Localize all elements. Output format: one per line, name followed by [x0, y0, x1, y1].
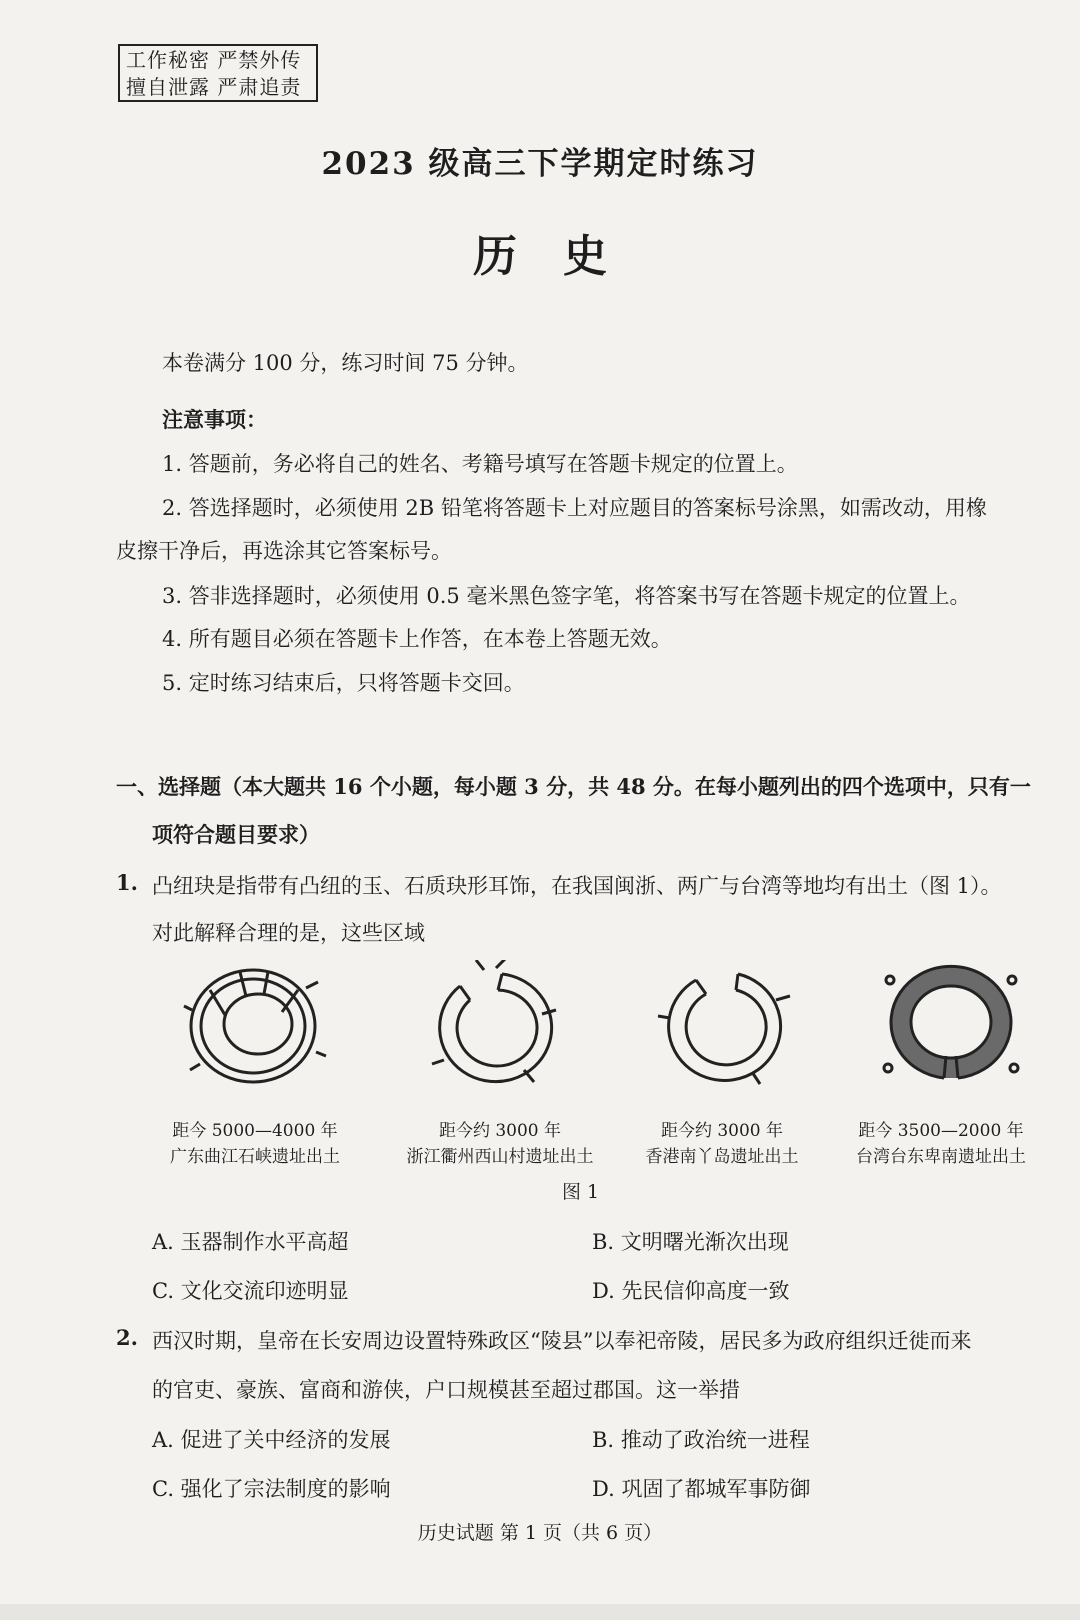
exam-subject: 历史	[473, 231, 653, 282]
figure-1-date: 距今 5000—4000 年	[172, 1121, 338, 1141]
note-item-5: 5. 定时练习结束后，只将答题卡交回。	[162, 671, 525, 695]
question-1-option-c: C. 文化交流印迹明显	[152, 1279, 349, 1303]
question-1-stem-line-1: 凸纽玦是指带有凸纽的玉、石质玦形耳饰，在我国闽浙、两广与台湾等地均有出土（图 1）。	[152, 874, 1002, 898]
note-item-3: 3. 答非选择题时，必须使用 0.5 毫米黑色签字笔，将答案书写在答题卡规定的位置上。	[162, 584, 971, 608]
stamp-line-2: 擅自泄露 严肃追责	[126, 75, 302, 99]
intro-text: 本卷满分 100 分，练习时间 75 分钟。	[162, 351, 529, 375]
question-1-stem-line-2: 对此解释合理的是，这些区域	[152, 921, 425, 945]
question-2-number: 2.	[116, 1325, 138, 1350]
section-1-heading-line-2: 项符合题目要求）	[152, 822, 320, 847]
page-footer: 历史试题 第 1 页（共 6 页）	[417, 1522, 663, 1544]
figure-caption-4	[816, 1118, 1066, 1170]
figure-2-site: 浙江衢州西山村遗址出土	[406, 1147, 594, 1167]
notes-heading: 注意事项：	[162, 407, 267, 432]
figure-4-site: 台湾台东卑南遗址出土	[856, 1147, 1026, 1167]
question-1-option-d: D. 先民信仰高度一致	[592, 1279, 790, 1303]
section-1-heading-line-1: 一、选择题（本大题共 16 个小题，每小题 3 分，共 48 分。在每小题列出的四个选项中，只有一	[116, 774, 1031, 799]
figure-caption-3	[597, 1118, 847, 1170]
figure-4-date: 距今 3500—2000 年	[858, 1121, 1024, 1141]
question-2-option-a: A. 促进了关中经济的发展	[152, 1428, 391, 1452]
jue-earring-3-drawing	[656, 960, 796, 1090]
question-1-option-b: B. 文明曙光渐次出现	[592, 1230, 789, 1254]
question-2-option-b: B. 推动了政治统一进程	[592, 1428, 810, 1452]
jue-earring-4-drawing	[880, 960, 1020, 1090]
note-item-1: 1. 答题前，务必将自己的姓名、考籍号填写在答题卡规定的位置上。	[162, 452, 798, 476]
jue-earring-2-drawing	[424, 960, 564, 1090]
figure-3-site: 香港南丫岛遗址出土	[645, 1147, 799, 1167]
figure-1-site: 广东曲江石峡遗址出土	[170, 1147, 340, 1167]
note-item-2-line-1: 2. 答选择题时，必须使用 2B 铅笔将答题卡上对应题目的答案标号涂黑，如需改动，用橡	[162, 496, 987, 520]
question-1-option-a: A. 玉器制作水平高超	[152, 1230, 349, 1254]
question-2-option-c: C. 强化了宗法制度的影响	[152, 1477, 391, 1501]
note-item-2-line-2: 皮擦干净后，再选涂其它答案标号。	[116, 539, 452, 563]
page-bottom-edge	[0, 1604, 1080, 1620]
question-2-stem-line-2: 的官吏、豪族、富商和游侠，户口规模甚至超过郡国。这一举措	[152, 1378, 740, 1402]
figure-1-label: 图 1	[562, 1181, 600, 1203]
question-2-option-d: D. 巩固了都城军事防御	[592, 1477, 811, 1501]
question-1-number: 1.	[116, 870, 138, 895]
exam-title: 2023 级高三下学期定时练习	[321, 146, 759, 182]
figure-3-date: 距今约 3000 年	[660, 1121, 784, 1141]
question-2-stem-line-1: 西汉时期，皇帝在长安周边设置特殊政区“陵县”以奉祀帝陵，居民多为政府组织迁徙而来	[152, 1329, 972, 1353]
figure-caption-1	[130, 1118, 380, 1170]
confidential-stamp	[118, 44, 318, 102]
figure-caption-2	[375, 1118, 625, 1170]
jue-earring-1-drawing	[180, 960, 330, 1090]
note-item-4: 4. 所有题目必须在答题卡上作答，在本卷上答题无效。	[162, 627, 672, 651]
stamp-line-1: 工作秘密 严禁外传	[126, 48, 302, 72]
figure-2-date: 距今约 3000 年	[438, 1121, 562, 1141]
